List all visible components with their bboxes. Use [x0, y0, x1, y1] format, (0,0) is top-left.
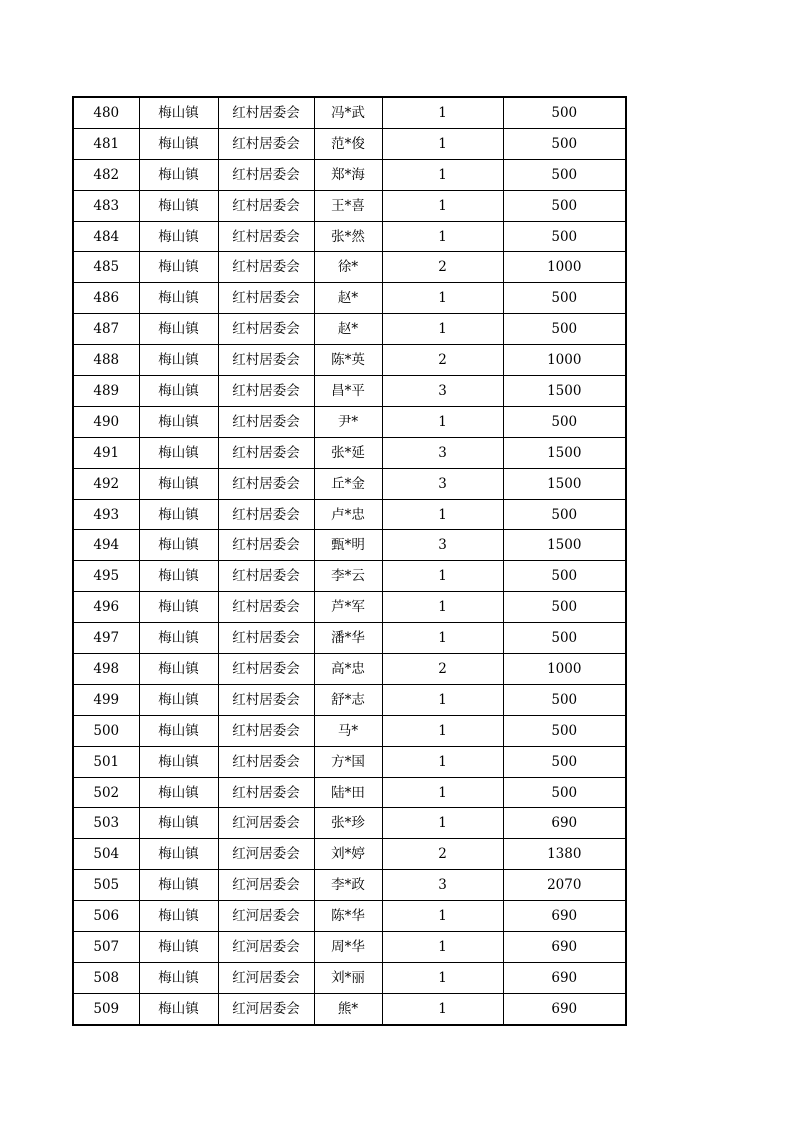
town-cell: 梅山镇: [139, 962, 218, 993]
table-row: [73, 901, 626, 932]
amount-cell: 500: [503, 777, 626, 808]
count-cell: 1: [382, 159, 503, 190]
table-row: [73, 406, 626, 437]
count-cell: 1: [382, 128, 503, 159]
count-cell: 1: [382, 221, 503, 252]
amount-cell: 500: [503, 190, 626, 221]
row-index-cell: 489: [73, 376, 139, 407]
table-row: [73, 530, 626, 561]
town-cell: 梅山镇: [139, 376, 218, 407]
count-cell: 1: [382, 592, 503, 623]
amount-cell: 500: [503, 159, 626, 190]
town-cell: 梅山镇: [139, 468, 218, 499]
committee-cell: 红村居委会: [218, 437, 314, 468]
town-cell: 梅山镇: [139, 870, 218, 901]
name-cell: 李*云: [314, 561, 382, 592]
row-index-cell: 499: [73, 684, 139, 715]
name-cell: 赵*: [314, 314, 382, 345]
committee-cell: 红村居委会: [218, 221, 314, 252]
table-row: [73, 808, 626, 839]
row-index-cell: 491: [73, 437, 139, 468]
count-cell: 1: [382, 932, 503, 963]
amount-cell: 1500: [503, 437, 626, 468]
name-cell: 徐*: [314, 252, 382, 283]
name-cell: 张*然: [314, 221, 382, 252]
committee-cell: 红村居委会: [218, 777, 314, 808]
row-index-cell: 508: [73, 962, 139, 993]
amount-cell: 2070: [503, 870, 626, 901]
town-cell: 梅山镇: [139, 993, 218, 1024]
table-row: [73, 684, 626, 715]
row-index-cell: 500: [73, 715, 139, 746]
amount-cell: 1500: [503, 376, 626, 407]
town-cell: 梅山镇: [139, 345, 218, 376]
committee-cell: 红村居委会: [218, 684, 314, 715]
name-cell: 张*延: [314, 437, 382, 468]
committee-cell: 红河居委会: [218, 962, 314, 993]
town-cell: 梅山镇: [139, 499, 218, 530]
town-cell: 梅山镇: [139, 406, 218, 437]
amount-cell: 1000: [503, 654, 626, 685]
row-index-cell: 493: [73, 499, 139, 530]
count-cell: 3: [382, 468, 503, 499]
committee-cell: 红村居委会: [218, 314, 314, 345]
amount-cell: 1000: [503, 345, 626, 376]
amount-cell: 500: [503, 499, 626, 530]
name-cell: 刘*婷: [314, 839, 382, 870]
town-cell: 梅山镇: [139, 221, 218, 252]
count-cell: 1: [382, 993, 503, 1024]
table-row: [73, 190, 626, 221]
town-cell: 梅山镇: [139, 901, 218, 932]
town-cell: 梅山镇: [139, 623, 218, 654]
name-cell: 周*华: [314, 932, 382, 963]
count-cell: 3: [382, 376, 503, 407]
count-cell: 1: [382, 406, 503, 437]
name-cell: 冯*武: [314, 97, 382, 128]
amount-cell: 690: [503, 962, 626, 993]
amount-cell: 690: [503, 993, 626, 1024]
count-cell: 1: [382, 777, 503, 808]
town-cell: 梅山镇: [139, 97, 218, 128]
amount-cell: 500: [503, 746, 626, 777]
row-index-cell: 483: [73, 190, 139, 221]
amount-cell: 500: [503, 592, 626, 623]
town-cell: 梅山镇: [139, 128, 218, 159]
amount-cell: 1500: [503, 468, 626, 499]
table-row: [73, 376, 626, 407]
name-cell: 张*珍: [314, 808, 382, 839]
count-cell: 1: [382, 283, 503, 314]
name-cell: 尹*: [314, 406, 382, 437]
count-cell: 1: [382, 499, 503, 530]
row-index-cell: 482: [73, 159, 139, 190]
count-cell: 1: [382, 561, 503, 592]
town-cell: 梅山镇: [139, 715, 218, 746]
committee-cell: 红村居委会: [218, 406, 314, 437]
count-cell: 1: [382, 684, 503, 715]
table-row: [73, 746, 626, 777]
name-cell: 卢*忠: [314, 499, 382, 530]
amount-cell: 500: [503, 97, 626, 128]
town-cell: 梅山镇: [139, 746, 218, 777]
row-index-cell: 502: [73, 777, 139, 808]
town-cell: 梅山镇: [139, 283, 218, 314]
committee-cell: 红村居委会: [218, 530, 314, 561]
town-cell: 梅山镇: [139, 561, 218, 592]
amount-cell: 500: [503, 128, 626, 159]
town-cell: 梅山镇: [139, 437, 218, 468]
committee-cell: 红村居委会: [218, 376, 314, 407]
table-row: [73, 499, 626, 530]
name-cell: 郑*海: [314, 159, 382, 190]
count-cell: 2: [382, 654, 503, 685]
amount-cell: 500: [503, 684, 626, 715]
row-index-cell: 503: [73, 808, 139, 839]
table-row: [73, 654, 626, 685]
row-index-cell: 505: [73, 870, 139, 901]
row-index-cell: 509: [73, 993, 139, 1024]
amount-cell: 500: [503, 406, 626, 437]
roster-table: [72, 96, 627, 1026]
amount-cell: 500: [503, 715, 626, 746]
committee-cell: 红村居委会: [218, 499, 314, 530]
row-index-cell: 498: [73, 654, 139, 685]
row-index-cell: 480: [73, 97, 139, 128]
town-cell: 梅山镇: [139, 592, 218, 623]
table-row: [73, 221, 626, 252]
row-index-cell: 484: [73, 221, 139, 252]
table-row: [73, 252, 626, 283]
committee-cell: 红村居委会: [218, 190, 314, 221]
count-cell: 1: [382, 623, 503, 654]
table-row: [73, 777, 626, 808]
table-row: [73, 314, 626, 345]
committee-cell: 红村居委会: [218, 97, 314, 128]
count-cell: 2: [382, 839, 503, 870]
table-row: [73, 993, 626, 1024]
town-cell: 梅山镇: [139, 530, 218, 561]
table-row: [73, 932, 626, 963]
count-cell: 2: [382, 252, 503, 283]
name-cell: 范*俊: [314, 128, 382, 159]
committee-cell: 红村居委会: [218, 746, 314, 777]
amount-cell: 500: [503, 283, 626, 314]
row-index-cell: 494: [73, 530, 139, 561]
name-cell: 芦*军: [314, 592, 382, 623]
amount-cell: 500: [503, 623, 626, 654]
table-row: [73, 962, 626, 993]
name-cell: 刘*丽: [314, 962, 382, 993]
name-cell: 方*国: [314, 746, 382, 777]
table-row: [73, 159, 626, 190]
committee-cell: 红河居委会: [218, 932, 314, 963]
name-cell: 甄*明: [314, 530, 382, 561]
count-cell: 1: [382, 962, 503, 993]
row-index-cell: 492: [73, 468, 139, 499]
row-index-cell: 507: [73, 932, 139, 963]
table-row: [73, 283, 626, 314]
town-cell: 梅山镇: [139, 839, 218, 870]
row-index-cell: 486: [73, 283, 139, 314]
committee-cell: 红村居委会: [218, 592, 314, 623]
committee-cell: 红村居委会: [218, 654, 314, 685]
amount-cell: 500: [503, 221, 626, 252]
name-cell: 赵*: [314, 283, 382, 314]
town-cell: 梅山镇: [139, 252, 218, 283]
count-cell: 3: [382, 437, 503, 468]
table-row: [73, 97, 626, 128]
row-index-cell: 488: [73, 345, 139, 376]
count-cell: 1: [382, 808, 503, 839]
name-cell: 李*政: [314, 870, 382, 901]
amount-cell: 500: [503, 314, 626, 345]
table-row: [73, 715, 626, 746]
count-cell: 3: [382, 530, 503, 561]
row-index-cell: 487: [73, 314, 139, 345]
row-index-cell: 504: [73, 839, 139, 870]
table-row: [73, 345, 626, 376]
name-cell: 王*喜: [314, 190, 382, 221]
amount-cell: 690: [503, 808, 626, 839]
town-cell: 梅山镇: [139, 932, 218, 963]
table-row: [73, 437, 626, 468]
count-cell: 1: [382, 901, 503, 932]
committee-cell: 红村居委会: [218, 715, 314, 746]
count-cell: 3: [382, 870, 503, 901]
committee-cell: 红河居委会: [218, 839, 314, 870]
town-cell: 梅山镇: [139, 777, 218, 808]
town-cell: 梅山镇: [139, 314, 218, 345]
row-index-cell: 495: [73, 561, 139, 592]
town-cell: 梅山镇: [139, 654, 218, 685]
row-index-cell: 490: [73, 406, 139, 437]
count-cell: 2: [382, 345, 503, 376]
committee-cell: 红村居委会: [218, 623, 314, 654]
name-cell: 马*: [314, 715, 382, 746]
committee-cell: 红村居委会: [218, 252, 314, 283]
row-index-cell: 506: [73, 901, 139, 932]
name-cell: 陈*华: [314, 901, 382, 932]
name-cell: 陆*田: [314, 777, 382, 808]
committee-cell: 红河居委会: [218, 993, 314, 1024]
amount-cell: 690: [503, 932, 626, 963]
committee-cell: 红村居委会: [218, 283, 314, 314]
amount-cell: 1500: [503, 530, 626, 561]
name-cell: 昌*平: [314, 376, 382, 407]
table-row: [73, 623, 626, 654]
name-cell: 熊*: [314, 993, 382, 1024]
committee-cell: 红村居委会: [218, 468, 314, 499]
amount-cell: 500: [503, 561, 626, 592]
table-row: [73, 128, 626, 159]
row-index-cell: 481: [73, 128, 139, 159]
committee-cell: 红河居委会: [218, 901, 314, 932]
count-cell: 1: [382, 746, 503, 777]
amount-cell: 690: [503, 901, 626, 932]
roster-table-body: [73, 97, 626, 1025]
committee-cell: 红村居委会: [218, 159, 314, 190]
table-row: [73, 839, 626, 870]
count-cell: 1: [382, 190, 503, 221]
name-cell: 陈*英: [314, 345, 382, 376]
amount-cell: 1000: [503, 252, 626, 283]
town-cell: 梅山镇: [139, 684, 218, 715]
count-cell: 1: [382, 314, 503, 345]
committee-cell: 红河居委会: [218, 808, 314, 839]
name-cell: 高*忠: [314, 654, 382, 685]
amount-cell: 1380: [503, 839, 626, 870]
name-cell: 丘*金: [314, 468, 382, 499]
name-cell: 潘*华: [314, 623, 382, 654]
town-cell: 梅山镇: [139, 808, 218, 839]
table-row: [73, 592, 626, 623]
committee-cell: 红河居委会: [218, 870, 314, 901]
row-index-cell: 485: [73, 252, 139, 283]
table-row: [73, 870, 626, 901]
row-index-cell: 497: [73, 623, 139, 654]
table-row: [73, 468, 626, 499]
name-cell: 舒*志: [314, 684, 382, 715]
row-index-cell: 496: [73, 592, 139, 623]
committee-cell: 红村居委会: [218, 128, 314, 159]
row-index-cell: 501: [73, 746, 139, 777]
table-row: [73, 561, 626, 592]
town-cell: 梅山镇: [139, 190, 218, 221]
committee-cell: 红村居委会: [218, 345, 314, 376]
town-cell: 梅山镇: [139, 159, 218, 190]
count-cell: 1: [382, 715, 503, 746]
committee-cell: 红村居委会: [218, 561, 314, 592]
count-cell: 1: [382, 97, 503, 128]
